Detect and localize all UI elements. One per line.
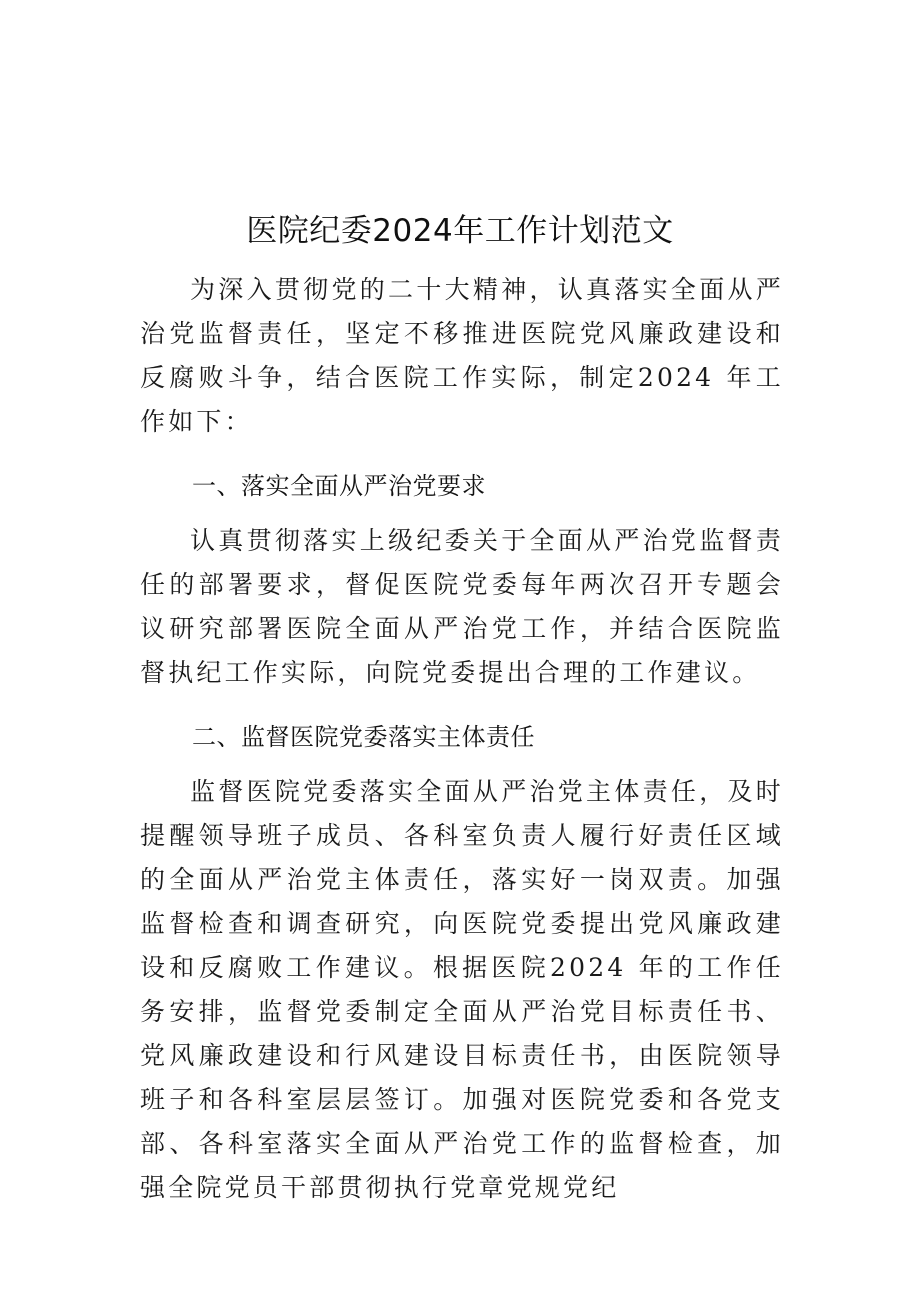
document-body [140, 268, 784, 1210]
section-heading-2: 二、监督医院党委落实主体责任 [192, 723, 535, 751]
section-paragraph-1: 认真贯彻落实上级纪委关于全面从严治党监督责任的部署要求，督促医院党委每年两次召开专题会议研究部署医院全面从严治党工作，并结合医院监督执纪工作实际，向院党委提出合理的工作建议。 [140, 526, 784, 687]
section-heading-1: 一、落实全面从严治党要求 [192, 472, 486, 500]
document-title: 医院纪委2024年工作计划范文 [246, 213, 674, 249]
section-paragraph-2: 监督医院党委落实全面从严治党主体责任，及时提醒领导班子成员、各科室负责人履行好责任区域的全面从严治党主体责任，落实好一岗双责。加强监督检查和调查研究，向医院党委提出党风廉政建设和反腐败工作建议。根据医院2024 年的工作任务安排，监督党委制定全面从严治党目标责任书、党风廉政建设和行风建设目标责任书，由医院领导班子和各科室层层签订。加强对医院党委和各党支部、各科室落实全面从严治党工作的监督检查，加强全院党员干部贯彻执行党章党规党纪 [140, 777, 784, 1202]
intro-paragraph: 为深入贯彻党的二十大精神，认真落实全面从严治党监督责任，坚定不移推进医院党风廉政建设和反腐败斗争，结合医院工作实际，制定2024 年工作如下： [140, 275, 784, 436]
